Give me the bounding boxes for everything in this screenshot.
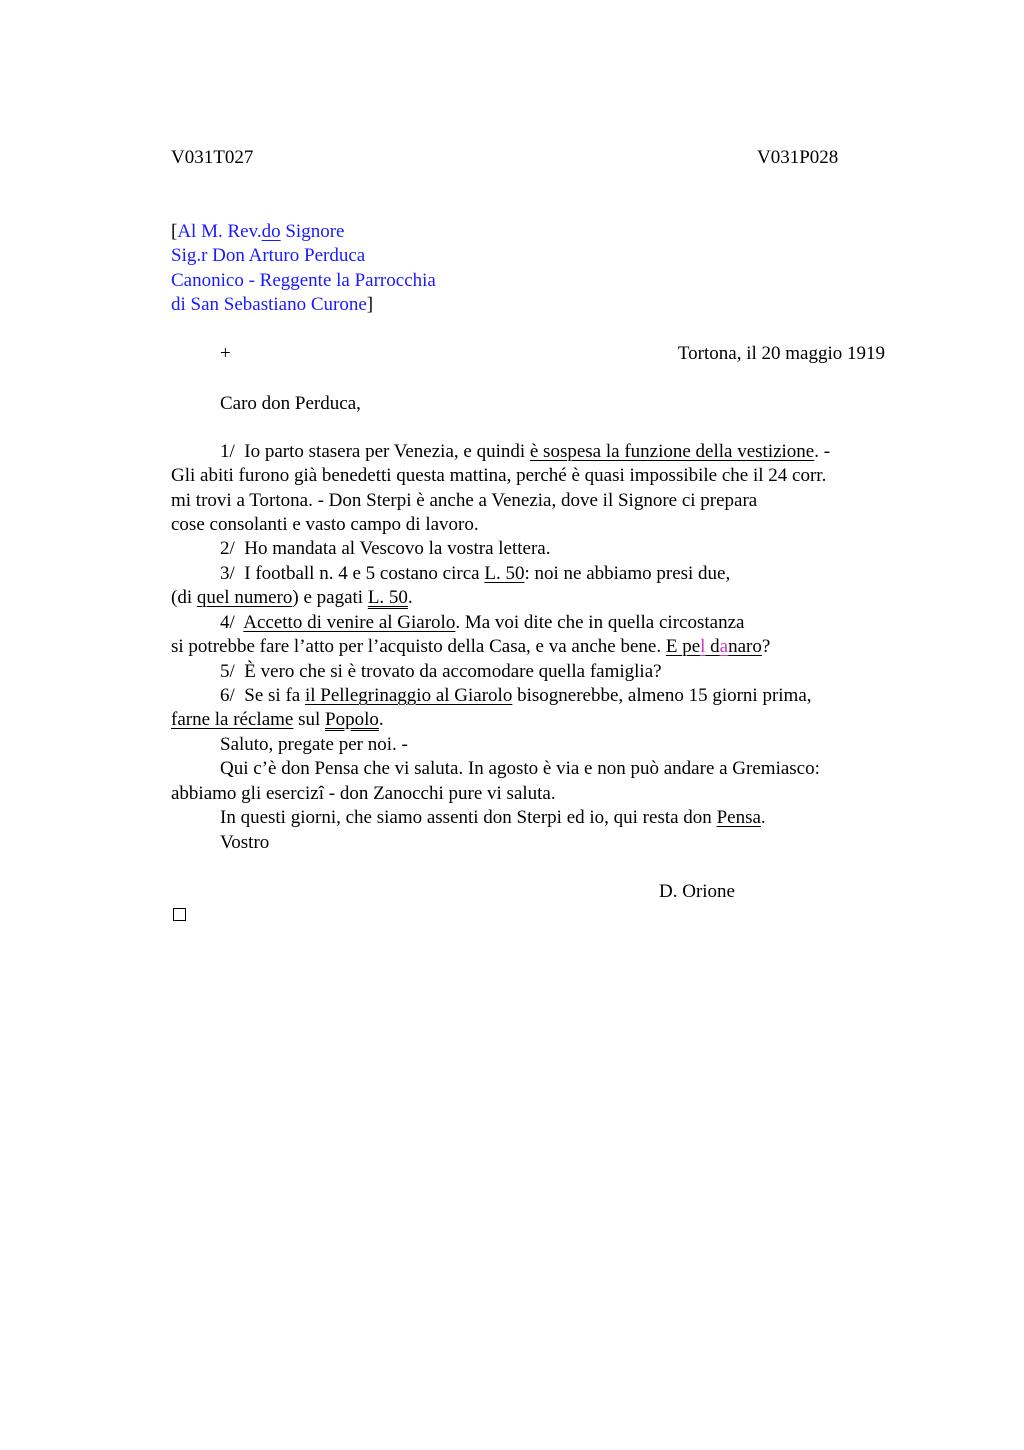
closing-greeting: Saluto, pregate per noi. -	[220, 734, 408, 755]
underlined-text: farne la réclame	[171, 709, 294, 730]
text-run: .	[760, 807, 766, 828]
paragraph-1-line-2: Gli abiti furono già benedetti questa mattina, perché è quasi impossibile che il 24 corr.	[171, 465, 827, 486]
text-run: 6/ Se si fa	[220, 685, 305, 706]
paragraph-1-line-4: cose consolanti e vasto campo di lavoro.	[171, 514, 479, 535]
address-open-bracket: [	[171, 221, 178, 242]
text-run: 4/	[220, 612, 244, 633]
signature: D. Orione	[659, 881, 735, 902]
cross-symbol: +	[220, 343, 231, 364]
paragraph-3-line-2	[171, 586, 413, 610]
text-run: . Ma voi dite che in quella circostanza	[455, 612, 745, 633]
paragraph-4-line-2	[171, 635, 770, 659]
paragraph-2: 2/ Ho mandata al Vescovo la vostra lettera.	[220, 538, 551, 559]
text-run: sul	[293, 709, 326, 730]
address-line-2: Sig.r Don Arturo Perduca	[171, 245, 366, 266]
salutation: Caro don Perduca,	[220, 393, 361, 414]
place-date: Tortona, il 20 maggio 1919	[677, 343, 885, 364]
highlighted-letter: a	[719, 636, 729, 657]
address-line-3: Canonico - Reggente la Parrocchia	[171, 270, 436, 291]
paragraph-7-line-2	[171, 782, 556, 806]
text-run: si potrebbe fare l’atto per l’acquisto della Casa, e va anche bene.	[171, 636, 666, 657]
underlined-text: quel numero	[196, 587, 293, 608]
text-run: bisognerebbe, almeno 15 giorni prima,	[512, 685, 812, 706]
address-text-1c: Signore	[280, 221, 345, 242]
end-marker-icon	[173, 908, 186, 921]
underlined-text: Pensa	[716, 807, 761, 828]
double-underlined-text: Popolo	[325, 709, 379, 730]
valediction: Vostro	[220, 832, 270, 853]
text-run: .	[378, 709, 384, 730]
paragraph-1-line-3: mi trovi a Tortona. - Don Sterpi è anche a Venezia, dove il Signore ci prepara	[171, 490, 758, 511]
paragraph-7-line-1: Qui c’è don Pensa che vi saluta. In agosto è via e non può andare a Gremiasco:	[220, 758, 820, 779]
paragraph-8	[220, 806, 766, 830]
underlined-text: naro	[728, 636, 762, 657]
address-close-bracket: ]	[366, 294, 374, 315]
underlined-text: L. 50	[484, 563, 525, 584]
address-text-1b: do	[261, 221, 281, 242]
text-run: abbiamo gli esercizi	[171, 783, 324, 804]
paragraph-6-line-2	[171, 708, 384, 732]
text-run: 3/ I football n. 4 e 5 costano circa	[220, 563, 485, 584]
paragraph-4-line-1	[220, 611, 744, 635]
text-run: In questi giorni, che siamo assenti don Sterpi ed io, qui resta don	[220, 807, 717, 828]
address-line-1	[171, 220, 344, 244]
text-run: (di	[171, 587, 197, 608]
paragraph-1-line-1	[220, 440, 830, 464]
document-code-left: V031T027	[171, 147, 254, 168]
paragraph-3-line-1	[220, 562, 730, 586]
text-run: 1/ Io parto stasera per Venezia, e quindi	[220, 441, 530, 462]
text-run: - don Zanocchi pure vi saluta.	[324, 783, 556, 804]
double-underlined-text: L. 50	[367, 587, 408, 608]
underlined-text: E pe	[665, 636, 701, 657]
address-text-1a: Al M. Rev.	[177, 221, 262, 242]
underlined-text: Accetto di venire al Giarolo	[243, 612, 456, 633]
text-run: ?	[761, 636, 771, 657]
underlined-text: è sospesa la funzione della vestizione	[529, 441, 815, 462]
underlined-text: d	[705, 636, 720, 657]
paragraph-6-line-1	[220, 684, 812, 708]
text-run: . -	[814, 441, 831, 462]
text-run: : noi ne abbiamo presi due,	[524, 563, 731, 584]
address-text-4: di San Sebastiano Curone	[171, 294, 367, 315]
paragraph-5: 5/ È vero che si è trovato da accomodare quella famiglia?	[220, 661, 662, 682]
text-run: ) e pagati	[292, 587, 368, 608]
highlighted-letter: l	[700, 636, 706, 657]
underlined-text: il Pellegrinaggio al Giarolo	[304, 685, 513, 706]
document-code-right: V031P028	[757, 147, 839, 168]
text-run: .	[407, 587, 413, 608]
address-line-4	[171, 293, 373, 317]
